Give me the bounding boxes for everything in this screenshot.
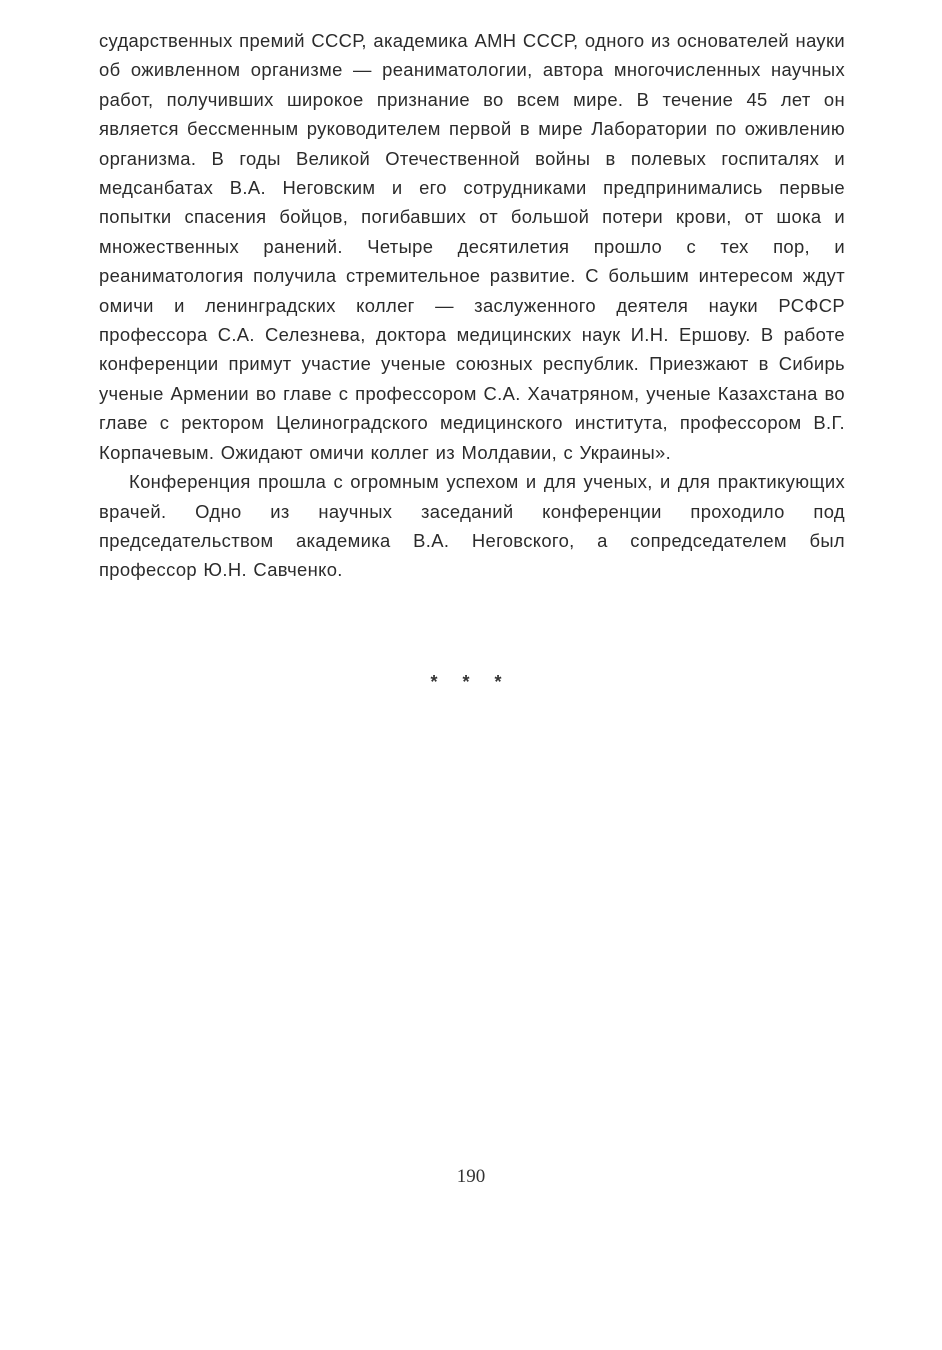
page-number: 190 xyxy=(456,1166,486,1187)
paragraph-conference: Конференция прошла с огромным успехом и для ученых, и для практикующих врачей. Одно из научных заседаний конференции проходило под председательством академика В.А. Неговского, а сопредседателем был профессор Ю.Н. Савченко. xyxy=(99,471,845,581)
section-separator: * * * xyxy=(430,672,512,692)
paragraph-continued: сударственных премий СССР, академика АМН СССР, одного из основателей науки об оживленном организме — реаниматологии, автора многочисленных научных работ, получивших широкое признание во всем мире. В течение 45 лет он является бессменным руководителем первой в мире Лаборатории по оживлению организма. В годы Великой Отечественной войны в полевых госпиталях и медсанбатах В.А. Неговским и его сотрудниками предпринимались первые попытки спасения бойцов, погибавших от большой потери крови, от шока и множественных ранений. Четыре десятилетия прошло с тех пор, и реаниматология получила стремительное развитие. С большим интересом ждут омичи и ленинградских коллег — заслуженного деятеля науки РСФСР профессора С.А. Селезнева, доктора медицинских наук И.Н. Ершову. В работе конференции примут участие ученые союзных республик. Приезжают в Сибирь ученые Армении во главе с профессором С.А. Хачатряном, ученые Казахстана во главе с ректором Целиноградского медицинского института, профессором В.Г. Корпачевым. Ожидают омичи коллег из Молдавии, с Украины». xyxy=(99,30,845,463)
body-text xyxy=(99,26,845,585)
